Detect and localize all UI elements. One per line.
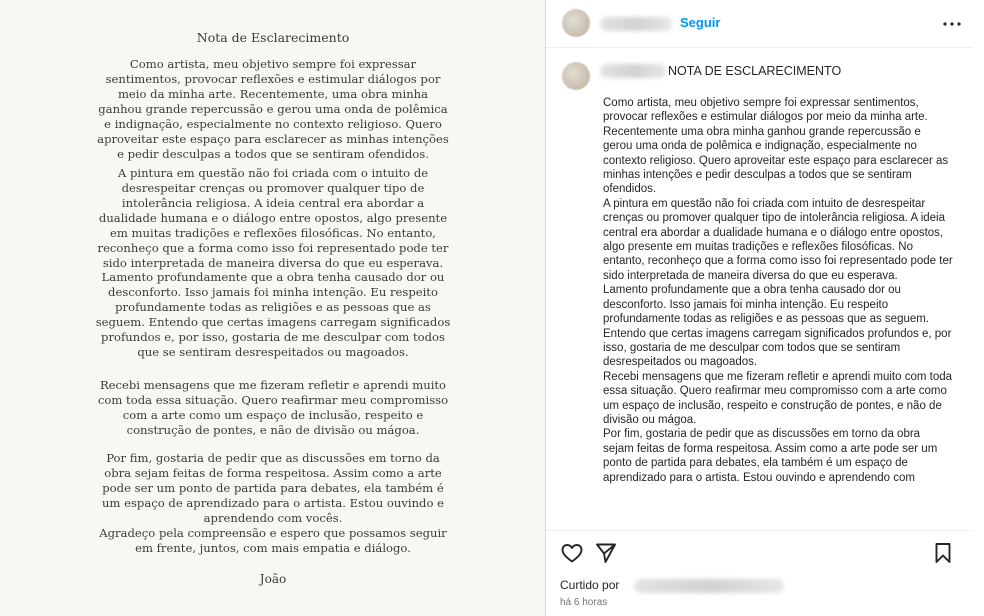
heart-icon[interactable] [560,541,584,565]
bookmark-icon[interactable] [931,541,955,565]
note-title: Nota de Esclarecimento [196,30,350,45]
author-username-blurred[interactable] [600,17,672,31]
caption-text [603,96,953,526]
liked-by-username-blurred[interactable] [634,579,784,593]
post-details [546,0,984,616]
note-signature: João [259,572,287,586]
caption-author-username-blurred[interactable] [600,64,666,78]
caption-title: NOTA DE ESCLARECIMENTO [668,64,842,78]
post-actions-bar [546,530,972,616]
author-avatar[interactable] [562,9,590,37]
liked-by [560,578,619,592]
caption-paragraph-5: Por fim, gostaria de pedir que as discussões em torno da obra sejam feitas de forma respeitosa. Assim como a arte pode ser um ponto de partida para debates, ela também é um espaço de aprendizado para o artista. Estou ouvindo e aprendendo com [603,428,938,484]
note-paragraph-2: A pintura em questão não foi criada com o intuito de desrespeitar crenças ou promover qualquer tipo de intolerância religiosa. A ideia central era abordar a dualidade humana e o diálogo entre opostos, algo presente em muitas tradições e reflexões filosóficas. No entanto, reconheço que a forma como isso foi representado pode ter sido interpretada de maneira diversa do que eu esperava. [97,166,449,270]
caption-author-avatar[interactable] [562,62,590,90]
share-icon[interactable] [594,541,618,565]
more-horizontal-icon[interactable] [940,12,964,36]
caption-paragraph-2: A pintura em questão não foi criada com intuito de desrespeitar crenças ou promover qualquer tipo de intolerância religiosa. A ideia central era abordar a dualidade humana e o diálogo entre opostos, algo presente em muitas tradições e reflexões filosóficas. No entanto, reconheço que a forma como isso foi representado pode ter sido interpretada de maneira diversa do que eu esperava. [603,197,953,282]
post-timestamp: há 6 horas [560,597,608,608]
note-paragraph-5: Por fim, gostaria de pedir que as discussões em torno da obra sejam feitas de forma respeitosa. Assim como a arte pode ser um ponto de partida para debates, ela também é um espaço de aprendizado para o artista. Estou ouvindo e aprendendo com vocês. [101,451,445,525]
note-paragraph-1: Como artista, meu objetivo sempre foi expressar sentimentos, provocar reflexões e estimular diálogos por meio da minha arte. Recentemente, uma obra minha ganhou grande repercussão e gerou uma onda de polêmica e indignação, especialmente no contexto religioso. Quero aproveitar este espaço para esclarecer as minhas intenções e pedir desculpas a todos que se sentiram ofendidos. [97,57,449,161]
note-paragraph-4: Recebi mensagens que me fizeram refletir e aprendi muito com toda essa situação. Quero reafirmar meu compromisso com a arte como um espaço de inclusão, respeito e construção de pontes, e não de divisão ou mágoa. [97,378,449,437]
liked-by-label: Curtido por [560,578,620,592]
post-header [546,0,972,48]
caption-paragraph-4: Recebi mensagens que me fizeram refletir e aprendi muito com toda essa situação. Quero reafirmar meu compromisso com a arte como um espaço de inclusão, respeito e construção de pontes, e não de divisão ou mágoa. [603,370,953,426]
note-paragraph-6: Agradeço pela compreensão e espero que possamos seguir em frente, juntos, com mais empatia e diálogo. [99,526,447,555]
caption-paragraph-3: Lamento profundamente que a obra tenha causado dor ou desconforto. Isso jamais foi minha intenção. Eu respeito profundamente todas as religiões e as pessoas que as seguem. Entendo que certas imagens carregam significados profundos e, por isso, gostaria de me desculpar com todos que se sentiram desrespeitados ou magoados. [603,284,952,369]
caption-paragraph-1: Como artista, meu objetivo sempre foi expressar sentimentos, provocar reflexões e estimular diálogos por meio da minha arte. Recentemente uma obra minha ganhou grande repercussão e gerou uma onda de polêmica e indignação, especialmente no contexto religioso. Quero aproveitar este espaço para esclarecer as minhas intenções e pedir desculpas a todos que se sentiram ofendidos. [603,97,949,196]
follow-button[interactable]: Seguir [680,15,721,30]
note-paragraph-3: Lamento profundamente que a obra tenha causado dor ou desconforto. Isso jamais foi minha intenção. Eu respeito profundamente todas as religiões e as pessoas que as seguem. Entendo que certas imagens carregam significados profundos e, por isso, gostaria de me desculpar com todos que se sentiram desrespeitados ou magoados. [95,270,451,359]
